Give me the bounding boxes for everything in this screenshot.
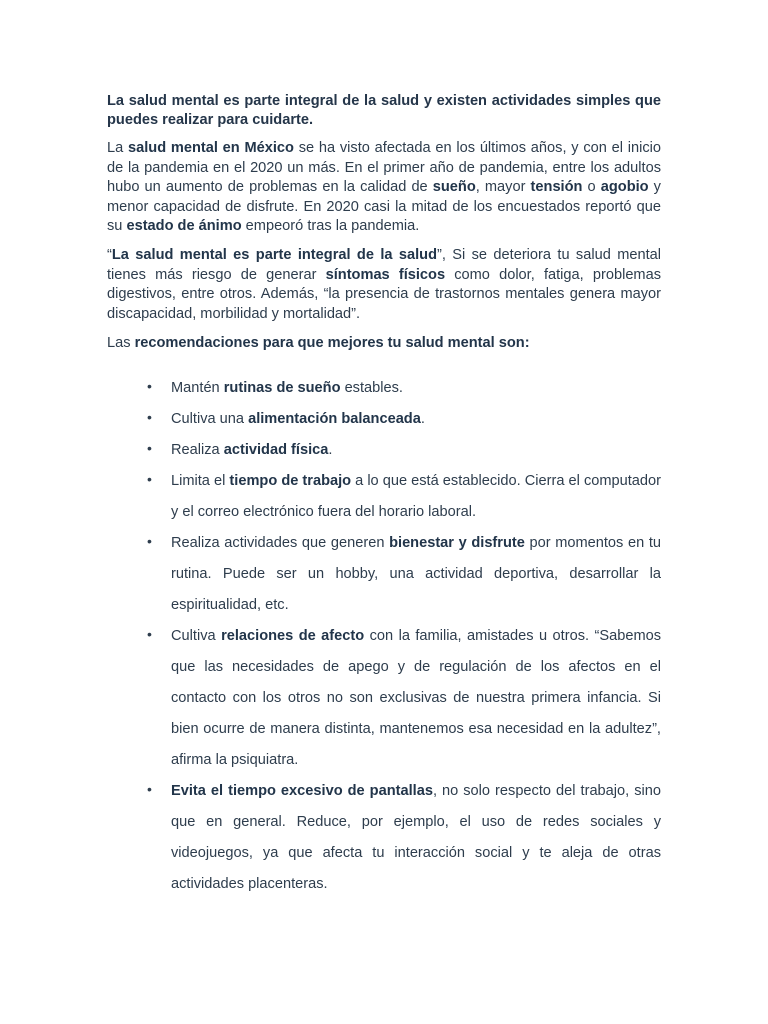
text-run: Limita el [171,473,230,489]
text-run: Realiza [171,442,224,458]
text-run: a lo que está establecido. Cierra el computador y el correo electrónico fuera del horario laboral. [171,473,662,520]
text-run: ”, Si se deteriora tu salud mental tienes más riesgo de generar [107,247,662,283]
text-run: . [420,411,425,427]
bullet-icon: • [147,533,152,549]
bullet-icon: • [147,409,152,425]
bold-run: salud mental en México [128,140,294,156]
text-run: con la familia, amistades u otros. “Sabemos que las necesidades de apego y de regulación de los afectos en el contacto con los otros no son exclusivas de nuestra primera infancia. Si bien ocurre de manera distinta, mantenemos esa necesidad en la adultez”, afirma la psiquiatra. [171,628,662,768]
bold-run: tensión [530,179,583,195]
text-run: . [328,442,333,458]
bold-run: actividad física [223,442,329,458]
document-heading: La salud mental es parte integral de la salud y existen actividades simples que puedes realizar para cuidarte. [107,93,661,128]
text-run: empeoró tras la pandemia. [241,218,420,234]
text-run: “ [107,247,112,263]
text-run: Realiza actividades que generen [171,535,390,551]
list-item-text [171,435,661,466]
text-run: La [107,140,128,156]
quote-paragraph [107,246,661,324]
text-run: Las [107,335,135,351]
bold-run: rutinas de sueño [223,380,341,396]
bold-run: La salud mental es parte integral de la salud [111,247,437,263]
text-run: Cultiva una [171,411,249,427]
bold-run: recomendaciones para que mejores tu salud mental son: [134,335,530,351]
text-run: Mantén [171,380,224,396]
text-run: , mayor [475,179,531,195]
bold-run: bienestar y disfrute [389,535,525,551]
text-run: y menor capacidad de disfrute. En 2020 casi la mitad de los encuestados reportó que su [107,179,661,234]
text-run: estables. [340,380,403,396]
text-run: se ha visto afectada en los últimos años, y con el inicio de la pandemia en el 2020 un más. En el primer año de pandemia, entre los adultos hubo un aumento de problemas en la calidad de [107,140,661,195]
bullet-icon: • [147,440,152,456]
bold-run: Evita el tiempo excesivo de pantallas [171,783,433,799]
text-run: o [582,179,601,195]
bold-run: tiempo de trabajo [229,473,352,489]
recommendations-intro [107,334,661,354]
intro-paragraph [107,139,661,237]
list-item-text [171,528,661,621]
list-item-text [171,404,661,435]
text-run: , no solo respecto del trabajo, sino que en general. Reduce, por ejemplo, el uso de redes sociales y videojuegos, ya que afecta tu interacción social y te aleja de otras actividades placenteras. [171,783,661,892]
text-run: por momentos en tu rutina. Puede ser un hobby, una actividad deportiva, desarrollar la espiritualidad, etc. [171,535,661,613]
list-item-text [171,466,661,528]
list-item-text [171,776,661,900]
bullet-icon: • [147,626,152,642]
bold-run: alimentación balanceada [248,411,421,427]
bold-run: síntomas físicos [325,266,446,283]
bold-run: sueño [432,179,476,195]
bullet-icon: • [147,471,152,487]
text-run: Cultiva [171,628,222,644]
bullet-icon: • [147,781,152,797]
bold-run: agobio [600,179,649,195]
bold-run: estado de ánimo [126,218,242,234]
text-run: como dolor, fatiga, problemas digestivos, entre otros. Además, “la presencia de trastornos mentales genera mayor discapacidad, morbilidad y mortalidad”. [107,266,662,322]
list-item-text [171,373,661,404]
bullet-icon: • [147,378,152,394]
list-item-text [171,621,661,776]
bold-run: relaciones de afecto [221,628,365,644]
